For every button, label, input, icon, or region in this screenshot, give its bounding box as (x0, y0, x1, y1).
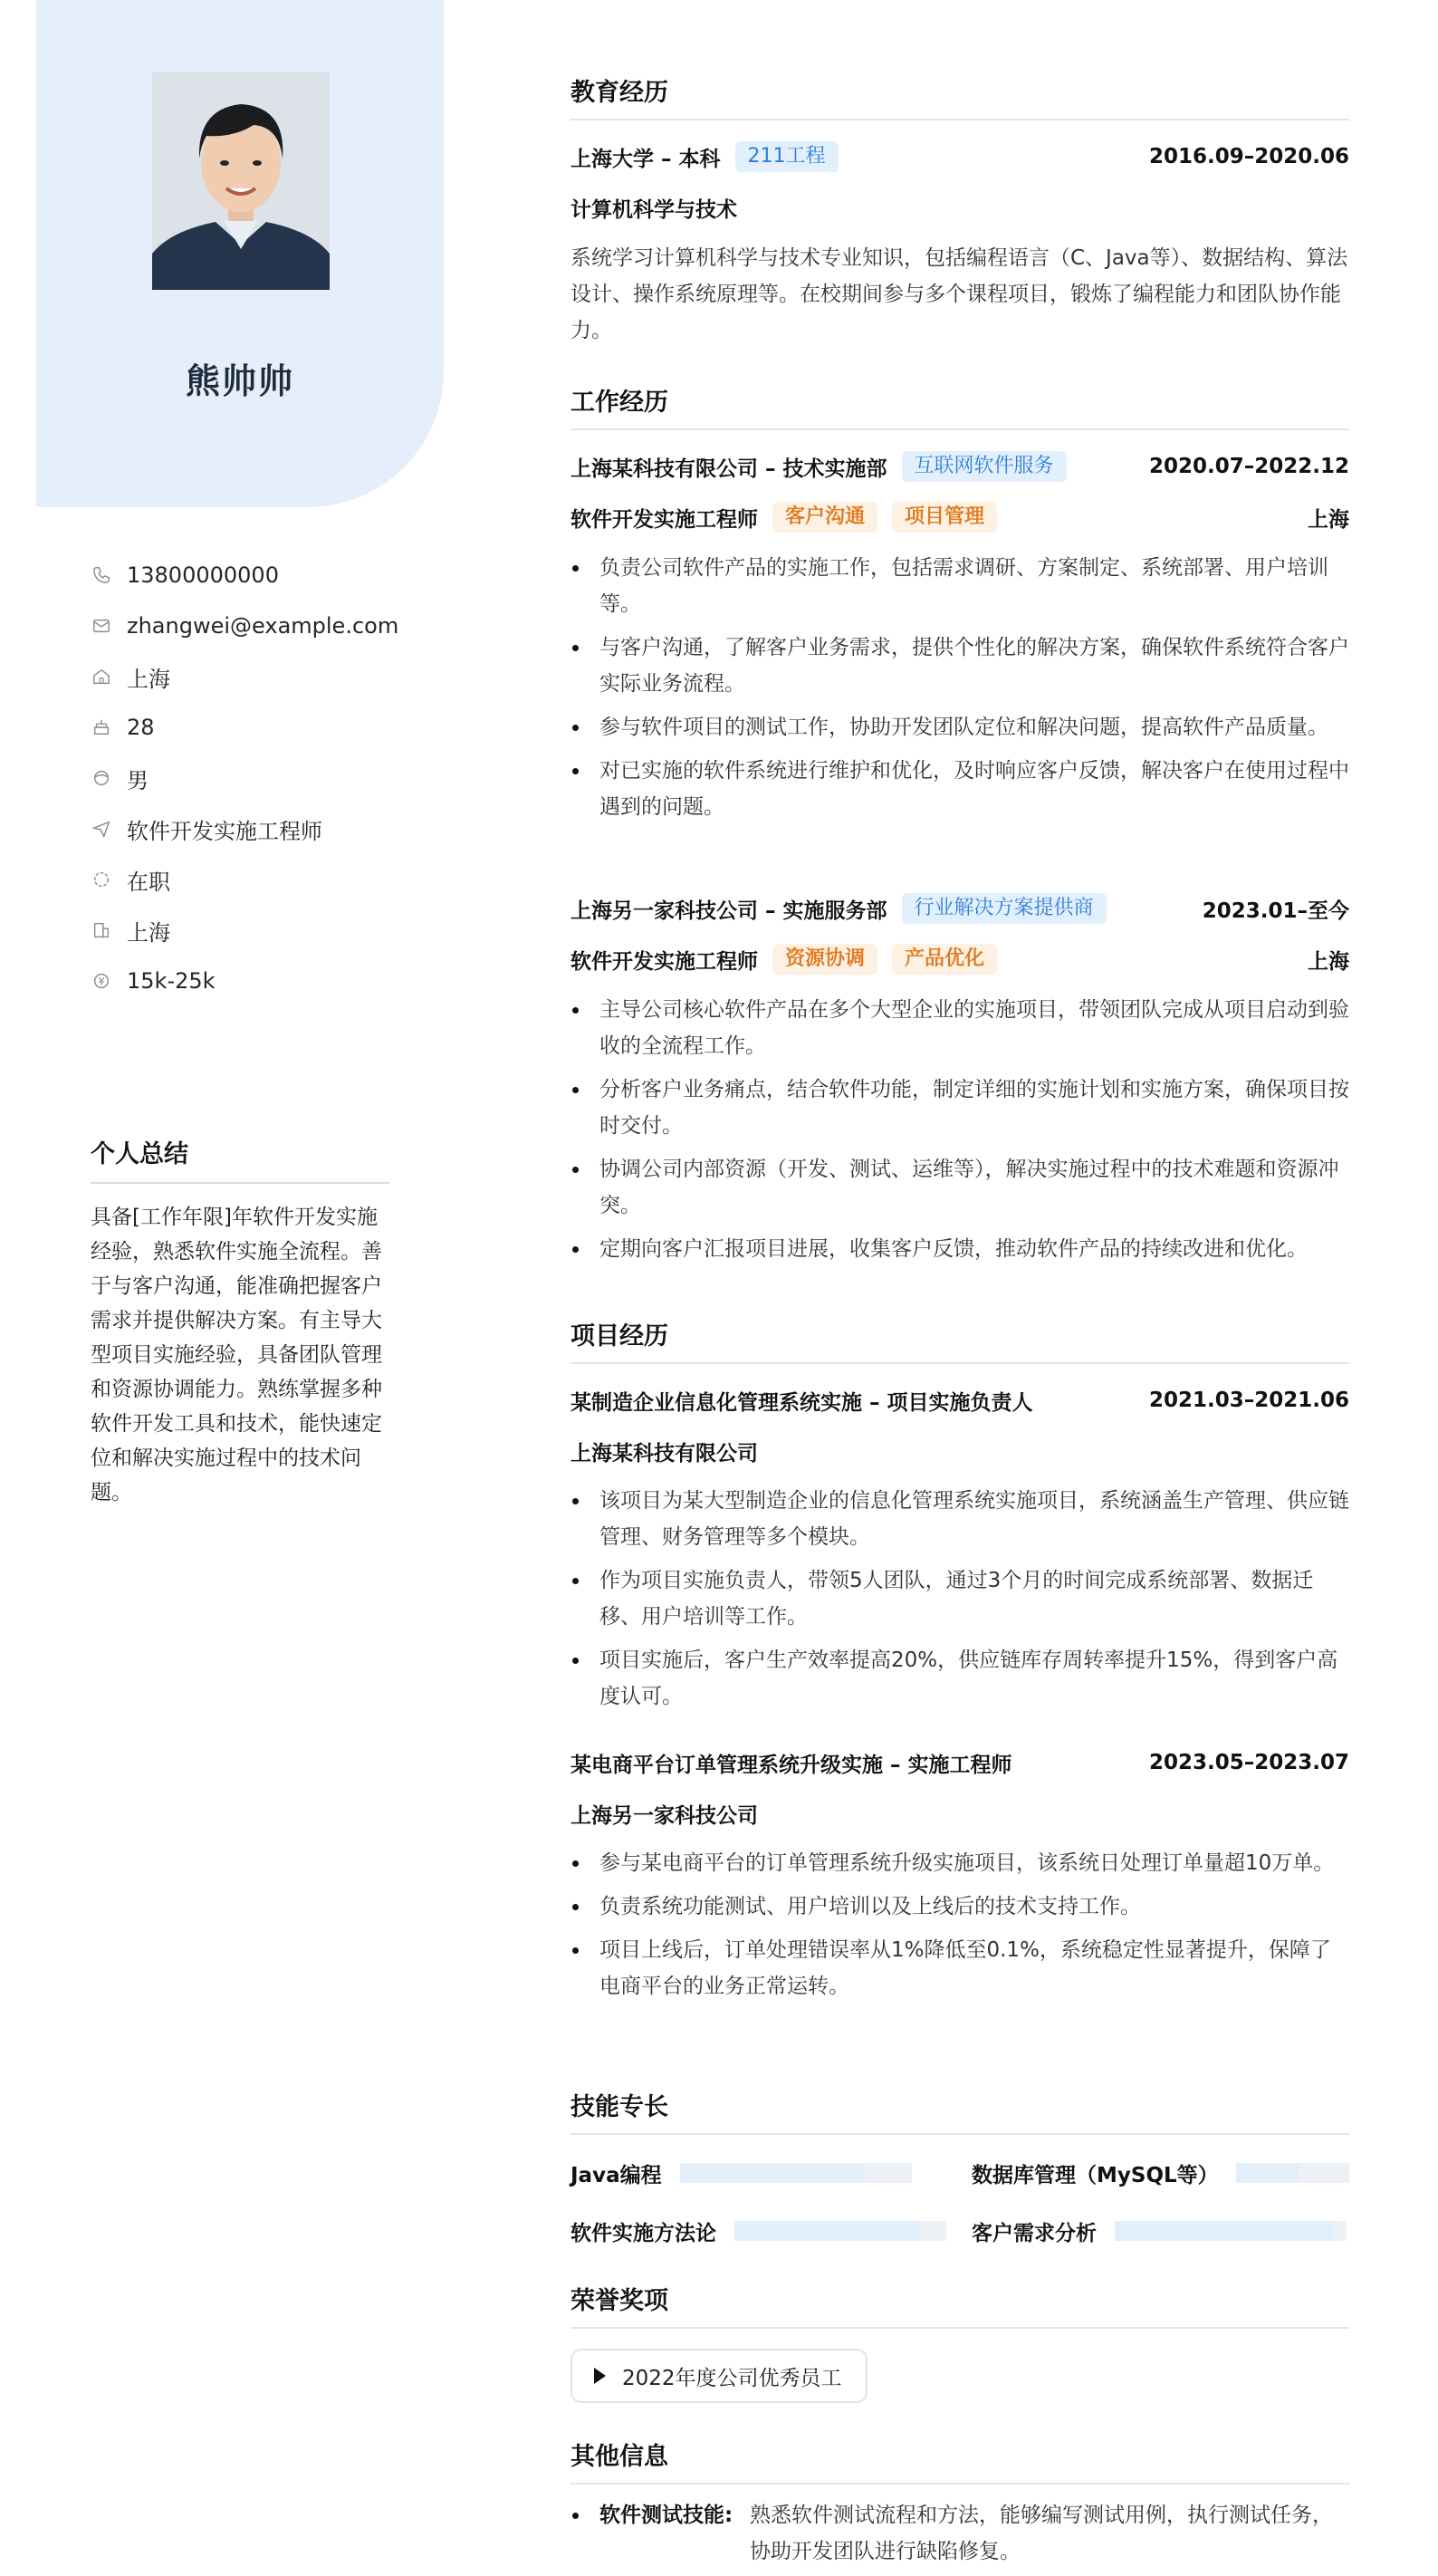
skill-bar-fill (1236, 2163, 1299, 2183)
project-name: 某制造企业信息化管理系统实施 – 项目实施负责人 (570, 1390, 1033, 1415)
skill-name: 数据库管理（MySQL等） (972, 2163, 1219, 2187)
project-company: 上海某科技有限公司 (570, 1441, 758, 1466)
home-icon (91, 666, 112, 687)
contact-job-text: 软件开发实施工程师 (127, 818, 322, 844)
job-role: 软件开发实施工程师 (570, 949, 758, 974)
project-header (570, 1382, 1349, 1418)
education-major: 计算机科学与技术 (570, 197, 737, 222)
project-header (570, 1745, 1349, 1781)
job-bullets (570, 992, 1349, 1274)
cake-icon (91, 716, 112, 738)
education-header (570, 139, 1349, 175)
skill-item (972, 2213, 1347, 2249)
project-period: 2021.03–2021.06 (1148, 1389, 1349, 1412)
other-label: 软件测试技能: (599, 2504, 733, 2527)
contact-salary-text: 15k-25k (127, 968, 216, 994)
job-city: 上海 (1308, 949, 1349, 974)
skill-bar (734, 2221, 946, 2241)
project-bullets (570, 1483, 1349, 1722)
skill-bar-fill (1115, 2221, 1335, 2241)
other-text: 熟悉软件测试流程和方法，能够编写测试用例，执行测试任务，协助开发团队进行缺陷修复。 (750, 2504, 1333, 2563)
job-header (570, 890, 1349, 927)
education-tag: 211工程 (735, 141, 839, 172)
contact-phone-text: 13800000000 (127, 562, 279, 588)
job-role: 软件开发实施工程师 (570, 507, 758, 532)
send-icon (91, 818, 112, 840)
avatar (152, 72, 330, 290)
skill-item (972, 2155, 1349, 2191)
building-icon (91, 919, 112, 941)
sidebar (0, 0, 489, 2576)
status-icon (91, 869, 112, 890)
contact-list (91, 550, 435, 1006)
job-skill-tag: 资源协调 (772, 944, 877, 975)
list-item: 与客户沟通，了解客户业务需求，提供个性化的解决方案，确保软件系统符合客户实际业务流程。 (570, 630, 1349, 702)
list-item: 项目上线后，订单处理错误率从1%降低至0.1%，系统稳定性显著提升，保障了电商平台的业务正常运转。 (570, 1932, 1349, 2004)
contact-address (91, 651, 435, 702)
skill-name: Java编程 (570, 2163, 662, 2187)
job-period: 2020.07–2022.12 (1148, 455, 1349, 478)
phone-icon (91, 564, 112, 586)
list-item: 作为项目实施负责人，带领5人团队，通过3个月的时间完成系统部署、数据迁移、用户培训等工作。 (570, 1562, 1349, 1635)
contact-status (91, 854, 435, 905)
skills-title: 技能专长 (570, 2087, 1349, 2135)
job-skill-tag: 项目管理 (892, 502, 997, 533)
job-skill-tag: 产品优化 (892, 944, 997, 975)
skill-bar (1115, 2221, 1347, 2241)
job-company: 上海某科技有限公司 – 技术实施部 (570, 457, 887, 481)
job-industry-tag: 行业解决方案提供商 (902, 893, 1107, 924)
list-item: 参与某电商平台的订单管理系统升级实施项目，该系统日处理订单量超10万单。 (570, 1845, 1349, 1881)
education-school: 上海大学 – 本科 (570, 147, 721, 171)
contact-age (91, 702, 435, 753)
work-title: 工作经历 (570, 382, 1349, 430)
job-company: 上海另一家科技公司 – 实施服务部 (570, 899, 887, 923)
project-period: 2023.05–2023.07 (1148, 1751, 1349, 1774)
other-title: 其他信息 (570, 2437, 1349, 2485)
list-item: 分析客户业务痛点，结合软件功能，制定详细的实施计划和实施方案，确保项目按时交付。 (570, 1072, 1349, 1144)
education-title: 教育经历 (570, 72, 1349, 120)
job-role-row (570, 941, 1349, 977)
contact-phone (91, 550, 435, 601)
contact-status-text: 在职 (127, 869, 170, 895)
project-name: 某电商平台订单管理系统升级实施 – 实施工程师 (570, 1753, 1012, 1777)
bullet-dot (572, 2513, 579, 2519)
list-item: 定期向客户汇报项目进展，收集客户反馈，推动软件产品的持续改进和优化。 (570, 1231, 1349, 1267)
job-bullets (570, 550, 1349, 832)
job-role-row (570, 499, 1349, 535)
gender-icon (91, 767, 112, 789)
skill-item (570, 2213, 946, 2249)
skill-bar (1236, 2163, 1349, 2183)
summary-title: 个人总结 (91, 1134, 389, 1184)
contact-email (91, 601, 435, 651)
list-item: 项目实施后，客户生产效率提高20%，供应链库存周转率提升15%，得到客户高度认可。 (570, 1642, 1349, 1715)
contact-email-text: zhangwei@example.com (127, 613, 399, 639)
list-item: 对已实施的软件系统进行维护和优化，及时响应客户反馈，解决客户在使用过程中遇到的问题。 (570, 753, 1349, 825)
job-city: 上海 (1308, 507, 1349, 532)
job-skill-tag: 客户沟通 (772, 502, 877, 533)
award-item (570, 2349, 868, 2403)
project-company: 上海另一家科技公司 (570, 1803, 758, 1828)
list-item: 负责公司软件产品的实施工作，包括需求调研、方案制定、系统部署、用户培训等。 (570, 550, 1349, 622)
mail-icon (91, 615, 112, 637)
skill-item (570, 2155, 912, 2191)
skill-bar-fill (680, 2163, 866, 2183)
salary-icon (91, 970, 112, 992)
education-period: 2016.09–2020.06 (1148, 145, 1349, 168)
list-item: 主导公司核心软件产品在多个大型企业的实施项目，带领团队完成从项目启动到验收的全流程工作。 (570, 992, 1349, 1064)
job-header (570, 448, 1349, 485)
list-item: 该项目为某大型制造企业的信息化管理系统实施项目，系统涵盖生产管理、供应链管理、财务管理等多个模块。 (570, 1483, 1349, 1555)
contact-city-text: 上海 (127, 919, 170, 946)
skill-bar-fill (734, 2221, 921, 2241)
award-text: 2022年度公司优秀员工 (622, 2366, 842, 2390)
contact-gender (91, 753, 435, 803)
summary-text: 具备[工作年限]年软件开发实施经验，熟悉软件实施全流程。善于与客户沟通，能准确把握客户需求并提供解决方案。有主导大型项目实施经验，具备团队管理和资源协调能力。熟练掌握多种软件开发工具和技术，能快速定位和解决实施过程中的技术问题。 (91, 1206, 382, 1504)
candidate-name: 熊帅帅 (185, 361, 294, 401)
contact-age-text: 28 (127, 715, 155, 740)
job-industry-tag: 互联网软件服务 (902, 451, 1067, 482)
job-period: 2023.01–至今 (1202, 899, 1349, 923)
list-item: 参与软件项目的测试工作，协助开发团队定位和解决问题，提高软件产品质量。 (570, 709, 1349, 745)
awards-title: 荣誉奖项 (570, 2281, 1349, 2329)
skill-name: 客户需求分析 (972, 2221, 1097, 2245)
contact-address-text: 上海 (127, 666, 170, 692)
play-icon (594, 2368, 606, 2384)
education-description: 系统学习计算机科学与技术专业知识，包括编程语言（C、Java等）、数据结构、算法设计、操作系统原理等。在校期间参与多个课程项目，锻炼了编程能力和团队协作能力。 (570, 246, 1348, 342)
skill-name: 软件实施方法论 (570, 2221, 716, 2245)
contact-job (91, 803, 435, 854)
list-item: 负责系统功能测试、用户培训以及上线后的技术支持工作。 (570, 1889, 1349, 1925)
projects-title: 项目经历 (570, 1316, 1349, 1364)
contact-city (91, 905, 435, 956)
contact-salary (91, 956, 435, 1006)
skill-bar (680, 2163, 912, 2183)
list-item: 协调公司内部资源（开发、测试、运维等），解决实施过程中的技术难题和资源冲突。 (570, 1151, 1349, 1224)
project-bullets (570, 1845, 1349, 2012)
contact-gender-text: 男 (127, 767, 149, 793)
